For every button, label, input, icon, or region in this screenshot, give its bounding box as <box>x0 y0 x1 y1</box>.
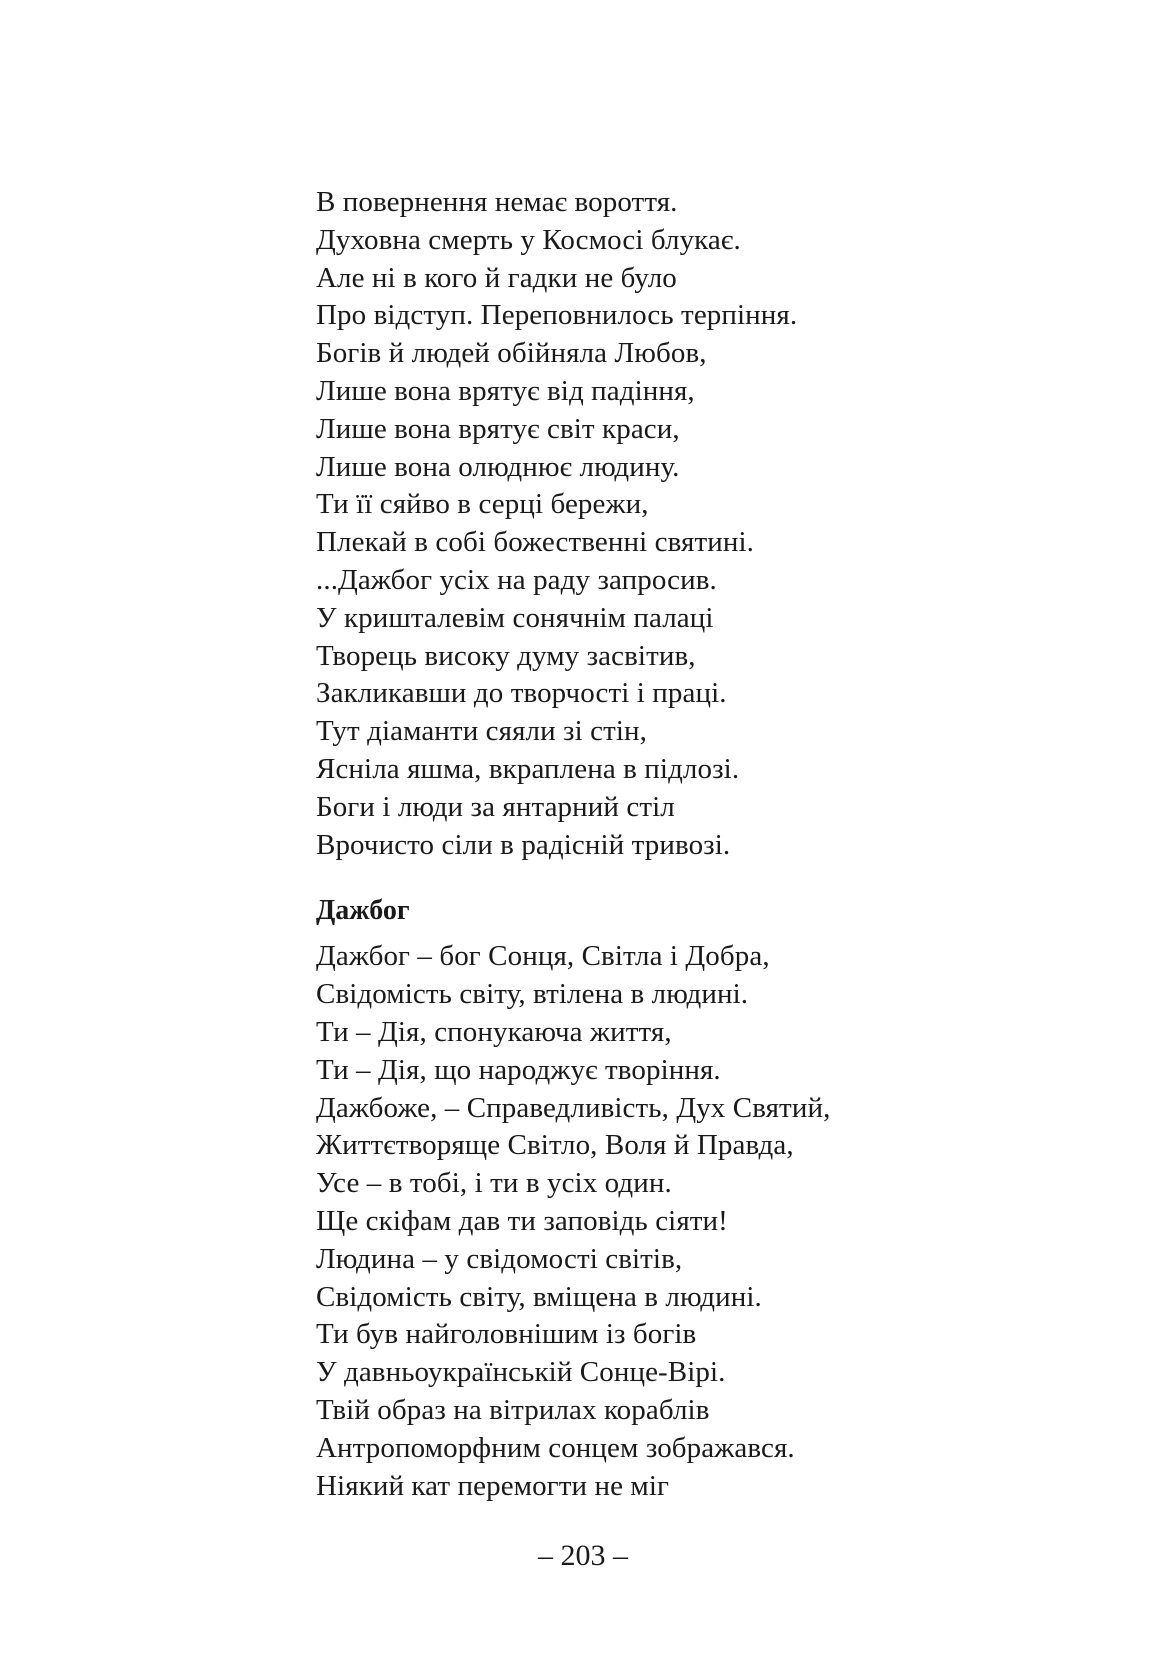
poem-line: Врочисто сіли в радісній тривозі. <box>316 828 731 861</box>
poem-line: Дажбог – бог Сонця, Світла і Добра, <box>316 940 770 973</box>
poem-line: Людина – у свідомості світів, <box>316 1242 683 1275</box>
poem-line: Свідомість світу, втілена в людині. <box>316 978 749 1011</box>
poem-line: Але ні в кого й гадки не було <box>316 261 677 294</box>
stanza-2 <box>316 938 1036 1505</box>
page-number: – 203 – <box>538 1539 628 1572</box>
poem-line: Плекай в собі божественні святині. <box>316 526 754 559</box>
poem-line: В повернення немає вороття. <box>316 186 678 218</box>
poem-line: Тут діаманти сяяли зі стін, <box>316 715 647 748</box>
poem-line: Дажбоже, – Справедливість, Дух Святий, <box>316 1091 831 1124</box>
poem-line: Творець високу думу засвітив, <box>316 639 696 672</box>
poem-line: Духовна смерть у Космосі блукає. <box>316 223 741 256</box>
poem-line: У кришталевім сонячнім палаці <box>316 601 714 634</box>
poem-line: Ще скіфам дав ти заповідь сіяти! <box>316 1204 728 1237</box>
poem-line: Антропоморфним сонцем зображався. <box>316 1431 795 1464</box>
poem-line: Ти – Дія, спонукаюча життя, <box>316 1015 672 1048</box>
poem-line: Ніякий кат перемогти не міг <box>316 1469 670 1502</box>
poem-line: Закликавши до творчості і праці. <box>316 677 727 710</box>
poem-text-block <box>316 184 1036 1505</box>
poem-line: Ти – Дія, що народжує творіння. <box>316 1053 721 1086</box>
poem-line: Лише вона врятує від падіння, <box>316 374 695 407</box>
poem-line: Лише вона олюднює людину. <box>316 450 680 483</box>
poem-line: ...Дажбог усіх на раду запросив. <box>316 563 717 596</box>
poem-line: У давньоукраїнській Сонце-Вірі. <box>316 1356 726 1389</box>
stanza-1 <box>316 184 1036 864</box>
poem-line: Богів й людей обійняла Любов, <box>316 337 707 370</box>
poem-line: Боги і люди за янтарний стіл <box>316 790 675 823</box>
poem-line: Усе – в тобі, і ти в усіх один. <box>316 1167 672 1200</box>
poem-line: Про відступ. Переповнилось терпіння. <box>316 299 798 332</box>
poem-line: Свідомість світу, вміщена в людині. <box>316 1280 762 1313</box>
poem-line: Лише вона врятує світ краси, <box>316 412 680 445</box>
poem-line: Ти її сяйво в серці бережи, <box>316 488 649 521</box>
poem-line: Ти був найголовнішим із богів <box>316 1318 697 1351</box>
poem-line: Життєтворяще Світло, Воля й Правда, <box>316 1129 794 1162</box>
poem-line: Ясніла яшма, вкраплена в підлозі. <box>316 752 740 785</box>
section-title: Дажбог <box>316 895 410 927</box>
poem-line: Твій образ на вітрилах кораблів <box>316 1393 710 1426</box>
